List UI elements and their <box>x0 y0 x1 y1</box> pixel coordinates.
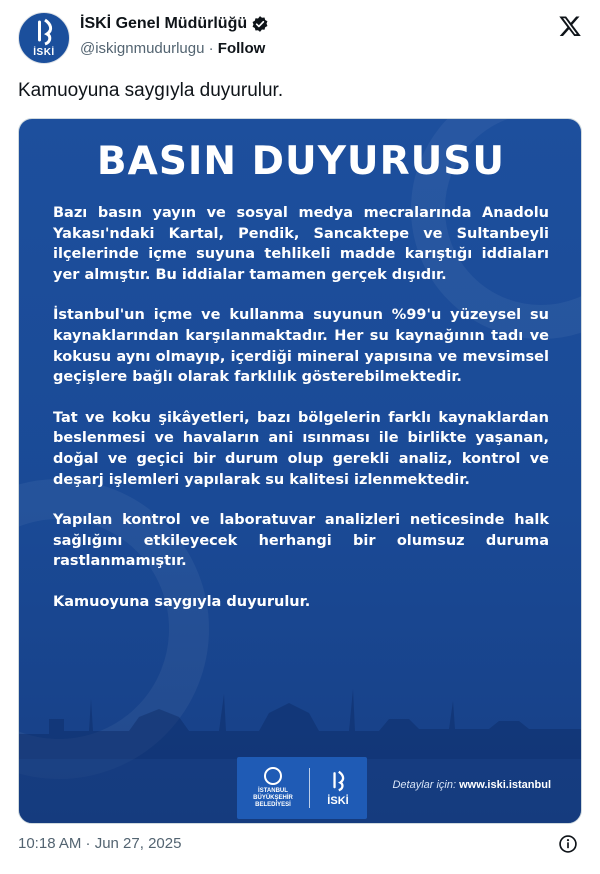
announcement-body <box>53 203 549 633</box>
handle-row <box>80 40 265 57</box>
announcement-image[interactable] <box>18 118 582 824</box>
tweet-text: Kamuoyuna saygıyla duyurulur. <box>18 80 284 101</box>
iski-drop-icon <box>328 770 348 792</box>
name-row <box>80 15 269 33</box>
announcement-paragraph: İstanbul'un içme ve kullanma suyunun %99'u yüzeysel su kaynaklarından karşılanmaktadır. Her su kaynağının tadı ve kokusu aynı olmayıp, içerdiği mineral yapısına ve mevsimsel geçişlere bağlı olarak farklılık gösterebilmektedir. <box>53 307 549 386</box>
announcement-paragraph: Kamuoyuna saygıyla duyurulur. <box>53 593 311 610</box>
details-url: www.iski.istanbul <box>459 779 551 791</box>
announcement-title: BASIN DUYURUSU <box>96 139 506 184</box>
x-logo-icon[interactable] <box>558 14 582 38</box>
ibb-line1: İSTANBUL <box>258 788 288 794</box>
account-handle[interactable]: @iskignmudurlugu <box>80 40 205 57</box>
logo-block <box>237 757 367 819</box>
istanbul-skyline <box>19 639 582 759</box>
iski-drop-icon <box>31 18 57 46</box>
announcement-paragraph: Tat ve koku şikâyetleri, bazı bölgelerin farklı kaynaklardan beslenmesi ve havaların ani ısınması ile birlikte yaşanan, doğal ve geçici bir durum olup gerekli analiz, kontrol ve deşarj işlemleri yapılarak su kalitesi izlenmektedir. <box>53 409 549 488</box>
announcement-paragraph: Bazı basın yayın ve sosyal medya mecralarında Anadolu Yakası'ndaki Kartal, Pendik, Sancaktepe ve Sultanbeyli ilçelerinde içme suyuna tehlikeli madde karıştığı iddiaları yer almıştır. Bu iddialar tamamen gerçek dışıdır. <box>53 205 549 283</box>
follow-button[interactable]: Follow <box>217 40 266 57</box>
avatar-brand: İSKİ <box>33 47 55 58</box>
info-icon[interactable] <box>558 834 578 854</box>
verified-badge-icon <box>251 15 269 33</box>
ibb-logo <box>237 767 309 809</box>
tweet-timestamp[interactable]: 10:18 AM · Jun 27, 2025 <box>18 835 182 852</box>
ibb-crest-icon <box>264 767 282 785</box>
account-name[interactable]: İSKİ Genel Müdürlüğü <box>80 15 248 32</box>
ibb-line3: BELEDİYESİ <box>255 802 291 808</box>
separator: · <box>208 40 214 57</box>
iski-logo <box>310 770 366 807</box>
avatar[interactable] <box>18 12 70 64</box>
ibb-line2: BÜYÜKŞEHİR <box>253 795 293 801</box>
announcement-paragraph: Yapılan kontrol ve laboratuvar analizleri neticesinde halk sağlığını etkileyecek herhangi bir olumsuz duruma rastlanmamıştır. <box>53 512 549 570</box>
tweet-header <box>18 12 582 66</box>
details-label: Detaylar için: <box>392 779 457 791</box>
iski-logo-text: İSKİ <box>327 794 349 807</box>
details-line <box>392 779 551 791</box>
